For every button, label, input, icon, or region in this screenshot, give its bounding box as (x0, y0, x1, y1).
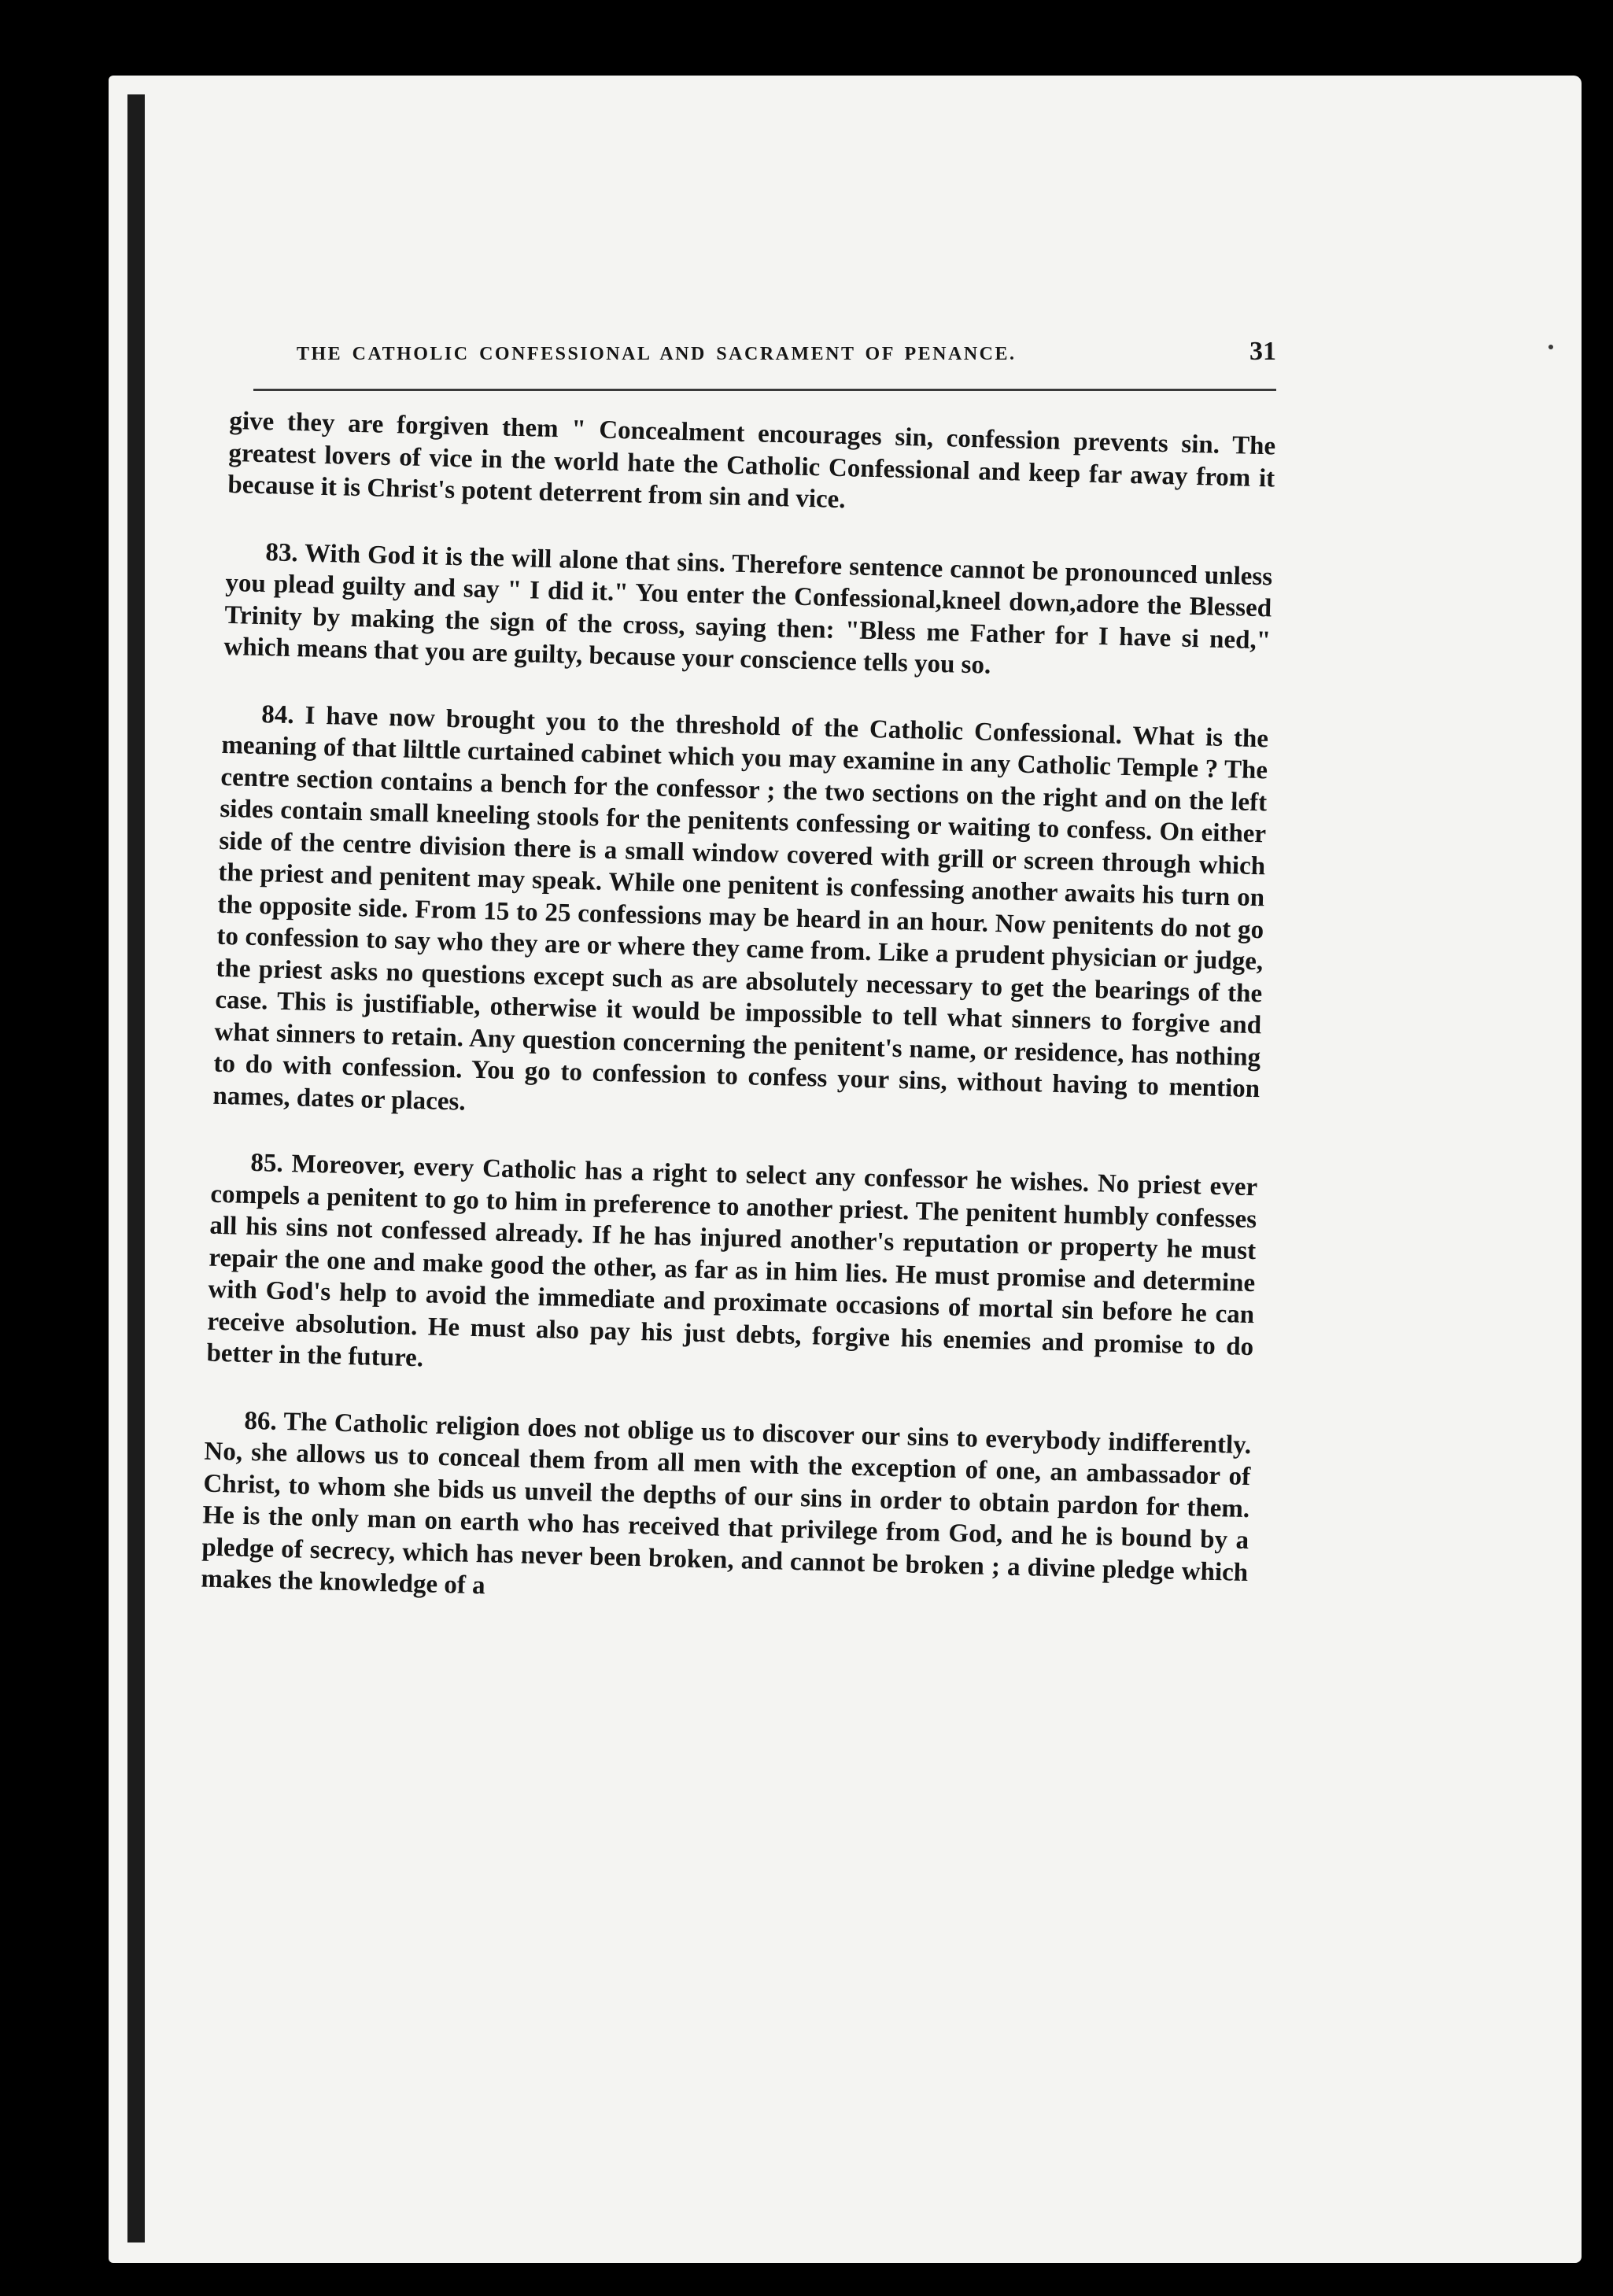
page-number: 31 (1249, 337, 1276, 366)
header-rule (253, 389, 1276, 391)
paragraph-84 (212, 697, 1268, 1137)
paragraph-text: Moreover, every Catholic has a right to select any confessor he wishes. No priest ever compels a penitent to go to him in preference to another priest. The penitent humbly confesses all his sins not confessed already. If he has injured another's reputation or property he must repair the one and make good the other, as far as in him lies. He must promise and determine with God's help to avoid the immediate and proximate occasions of mortal sin before he can receive absolution. He must also pay his just debts, forgive his enemies and promise to do better in the future. (206, 1150, 1258, 1373)
paragraph-86 (201, 1404, 1252, 1620)
paragraph-85 (206, 1146, 1258, 1395)
paragraph-number: 86. (244, 1406, 278, 1436)
body-text (201, 405, 1276, 1621)
page-content (201, 337, 1276, 1630)
paper-speck (1548, 345, 1553, 349)
paragraph-text: I have now brought you to the threshold of the Catholic Confessional. What is the meaning of that lilttle curtained cabinet which you may examine in any Catholic Temple ? The centre section contains a bench for the confessor ; the two sections on the right and on the left sides contain small kneeling stools for the penitents confessing or waiting to confess. On either side of the centre division there is a small window covered with grill or screen through which the priest and penitent may speak. While one penitent is confessing another awaits his turn on the opposite side. From 15 to 25 confessions may be heard in an hour. Now penitents do not go to confession to say who they are or where they came from. Like a prudent physician or judge, the priest asks no questions except such as are absolutely necessary to get the bearings of the case. This is justifiable, otherwise it would be impossible to tell what sinners to forgive and what sinners to retain. Any question concerning the penitent's name, or residence, has nothing to do with confession. You go to confession to confess your sins, without having to mention names, dates or places. (212, 700, 1269, 1117)
paragraph-text: give they are forgiven them " Concealment encourages sin, confession prevents sin. The greatest lovers of vice in the world hate the Catholic Confessional and keep far away from it because it is Christ's potent deterrent from sin and vice. (227, 406, 1276, 515)
running-header (230, 338, 1276, 365)
paragraph-text: The Catholic religion does not oblige us to discover our sins to everybody indifferently. No, she allows us to conceal them from all men with the exception of one, an ambassador of Christ, to whom she bids us unveil the depths of our sins in order to obtain pardon for them. He is the only man on earth who has received that privilege from God, and he is bound by a pledge of secrecy, which has never been broken, and cannot be broken ; a divine pledge which makes the knowledge of a (201, 1407, 1252, 1600)
paragraph-text: With God it is the will alone that sins. Therefore sentence cannot be pronounced unless you plead guilty and say " I did it." You enter the Confessional,kneel down,adore the Blessed Trinity by making the sign of the cross, saying then: "Bless me Father for I have si ned," which means that you are guilty, because your conscience tells you so. (223, 538, 1273, 680)
running-title: THE CATHOLIC CONFESSIONAL AND SACRAMENT OF PENANCE. (297, 344, 1017, 364)
paragraph-number: 84. (260, 700, 295, 729)
paragraph-number: 85. (250, 1148, 284, 1178)
paragraph-83 (223, 535, 1273, 688)
page-gutter-rule (127, 94, 145, 2242)
paragraph-continued (227, 405, 1276, 526)
paragraph-number: 83. (265, 537, 299, 567)
